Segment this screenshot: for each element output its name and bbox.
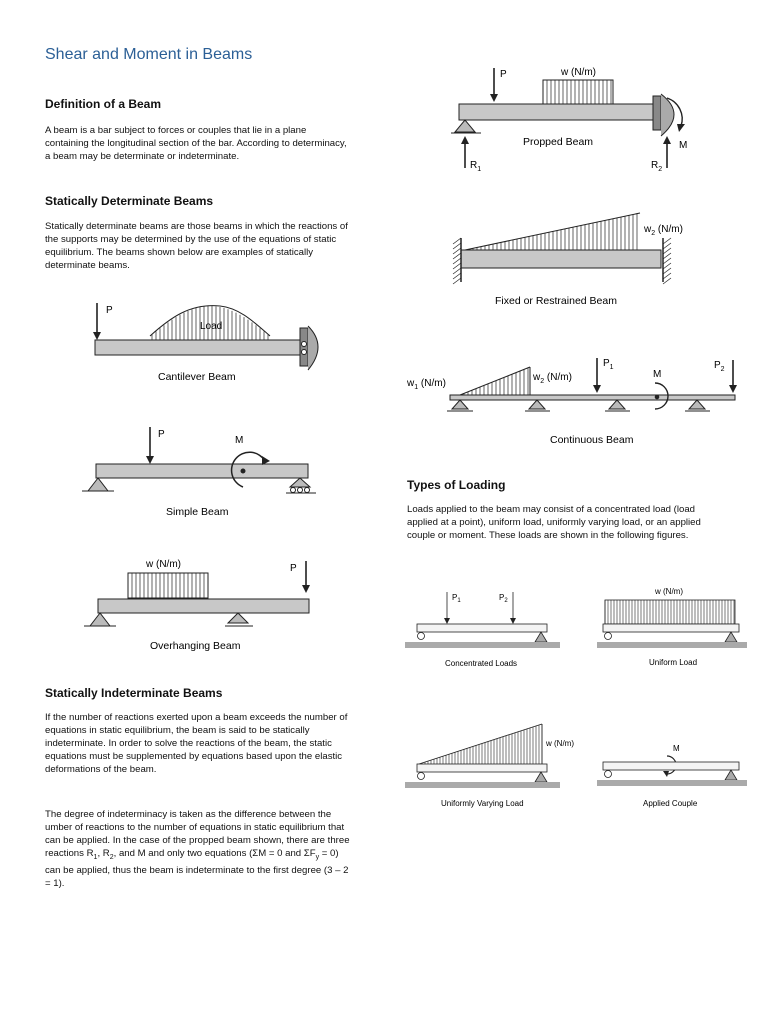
continuous-w2-label: $w_2$ (N/m) <box>533 372 572 385</box>
load-hatch-line <box>453 248 461 254</box>
propped-m-label: M <box>679 140 688 151</box>
load-hatch-line <box>663 263 671 269</box>
load-hatch-line <box>663 278 671 284</box>
load-hatch-line <box>453 278 461 284</box>
indeterminate-heading: Statically Indeterminate Beams <box>45 686 223 700</box>
propped-r1-label: $R_1$ <box>470 160 482 173</box>
propped-beam-figure <box>445 60 705 176</box>
cantilever-caption: Cantilever Beam <box>158 371 236 383</box>
simple-p-label: P <box>158 429 165 440</box>
continuous-p2-label: $P_2$ <box>714 360 725 373</box>
propped-caption: Propped Beam <box>523 136 594 148</box>
continuous-w1-label: $w_1$ (N/m) <box>407 378 446 391</box>
propped-r2-label: $R_2$ <box>651 160 663 173</box>
load-hatch-line <box>663 253 671 259</box>
load-hatch-line <box>453 243 461 249</box>
load-hatch-line <box>453 273 461 279</box>
cantilever-beam-figure <box>80 298 330 390</box>
overhanging-caption: Overhanging Beam <box>150 640 241 652</box>
propped-w-label: w (N/m) <box>561 67 596 78</box>
varying-caption: Uniformly Varying Load <box>441 799 524 808</box>
concentrated-p2-label: $P_2$ <box>499 593 508 604</box>
couple-caption: Applied Couple <box>643 799 698 808</box>
load-hatch-line <box>663 273 671 279</box>
uniform-caption: Uniform Load <box>649 658 698 667</box>
determinate-heading: Statically Determinate Beams <box>45 194 214 208</box>
overhanging-p-label: P <box>290 563 297 574</box>
load-hatch-line <box>453 268 461 274</box>
overhanging-beam-figure <box>78 553 328 653</box>
continuous-beam-figure <box>405 355 740 451</box>
fixed-beam-figure <box>435 208 705 312</box>
load-hatch-line <box>663 248 671 254</box>
page-title: Shear and Moment in Beams <box>45 46 253 63</box>
simple-caption: Simple Beam <box>166 506 229 518</box>
varying-load-figure <box>405 718 574 813</box>
indeterminate-text-1: If the number of reactions exerted upon a beam exceeds the number of equations in static equilibrium, the beam is said to be statically indeterminate. In order to solve the reactions of the beam, the static equations must be supplemented by equations based upon the elastic deformations of the beam. <box>45 712 348 775</box>
simple-beam-figure <box>78 423 328 519</box>
concentrated-p1-label: $P_1$ <box>452 593 461 604</box>
load-hatch-line <box>663 243 671 249</box>
indeterminate-text-2: The degree of indeterminacy is taken as the difference between the umber of reactions to the number of equations in static equilibrium that can be applied. In the case of the propped beam shown, there are three reactions $R_1$, $R_2$, and M and only two equations (ΣM = 0 and $\Sigma F_y = 0$) can be applied, thus the beam is indeterminate to the first degree (3 – 2 = 1). <box>45 809 350 889</box>
definition-text: A beam is a bar subject to forces or couples that lie in a plane containing the longitudinal section of the bar. According to determinacy, a beam may be determinate or indeterminate. <box>45 125 347 162</box>
loading-text: Loads applied to the beam may consist of a concentrated load (load applied at a point), uniform load, uniformly varying load, or an applied couple or moment. These loads are shown in the following figures. <box>407 504 701 541</box>
continuous-m-label: M <box>653 369 662 380</box>
load-hatch-line <box>663 258 671 264</box>
load-hatch-line <box>453 253 461 259</box>
load-hatch-line <box>663 268 671 274</box>
continuous-caption: Continuous Beam <box>550 434 634 446</box>
uniform-w-label: w (N/m) <box>655 587 683 596</box>
loading-heading: Types of Loading <box>407 478 506 492</box>
cantilever-load-label: Load <box>200 321 223 332</box>
load-hatch-line <box>453 238 461 244</box>
determinate-text: Statically determinate beams are those beams in which the reactions of the supports may be determined by the use of the equations of static equilibrium. The beams shown below are examples of statically determinate beams. <box>45 221 348 271</box>
concentrated-loads-figure <box>405 588 565 673</box>
concentrated-caption: Concentrated Loads <box>445 659 518 668</box>
load-hatch-line <box>453 263 461 269</box>
varying-w-label: w (N/m) <box>546 739 574 748</box>
uniform-load-figure <box>597 580 752 670</box>
couple-m-label: M <box>673 744 680 753</box>
applied-couple-figure <box>597 740 752 815</box>
propped-p-label: P <box>500 69 507 80</box>
fixed-caption: Fixed or Restrained Beam <box>495 295 617 307</box>
overhanging-w-label: w (N/m) <box>146 559 181 570</box>
load-hatch-line <box>663 238 671 244</box>
cantilever-p-label: P <box>106 305 113 316</box>
definition-heading: Definition of a Beam <box>45 97 162 111</box>
continuous-p1-label: $P_1$ <box>603 358 614 371</box>
fixed-w2-label: $w_2$ (N/m) <box>644 224 683 237</box>
load-hatch-line <box>453 258 461 264</box>
simple-m-label: M <box>235 435 244 446</box>
